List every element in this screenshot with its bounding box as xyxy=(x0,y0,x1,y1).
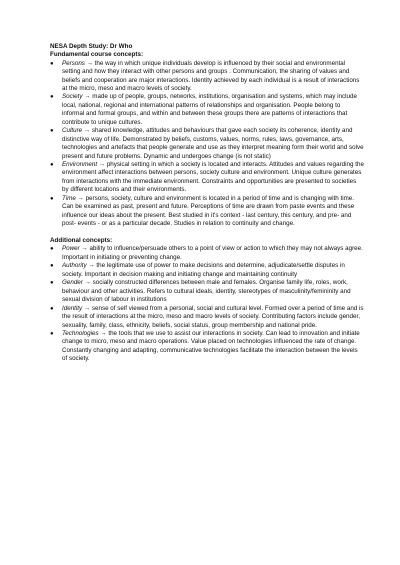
concept-definition: → ability to influence/persuade others to a point of view or action to which they may not always agree. Important in initiating or preventing change. xyxy=(62,245,363,261)
list-item xyxy=(50,279,364,304)
additional-heading: Additional concepts: xyxy=(50,237,113,245)
concept-term: Technologies xyxy=(62,329,99,337)
concept-term: Power xyxy=(62,245,80,253)
concept-definition: → the tools that we use to assist our interactions in society. Can lead to innovation and initiate change to micro, meso and macro operations. Value placed on technologies influenced the rate of change. Constantly changing and adapting, communicative technologies facilitate the interaction between the levels of society. xyxy=(62,329,360,363)
list-item xyxy=(50,330,364,364)
bullet-icon: ● xyxy=(50,246,54,253)
list-item xyxy=(50,127,364,161)
bullet-icon: ● xyxy=(50,263,54,270)
fundamental-concepts-list xyxy=(50,60,364,229)
concept-term: Culture xyxy=(62,127,83,135)
bullet-icon: ● xyxy=(50,60,54,67)
concept-definition: → the way in which unique individuals develop is influenced by their social and environmental setting and how they interact with other persons and groups . Communication, the sharing of values and beliefs and cooperation are major interactions. Identity achieved by each individual is a result of interactions at the micro, meso and macro levels of society. xyxy=(62,59,360,92)
list-item xyxy=(50,161,364,195)
list-item xyxy=(50,305,364,330)
concept-definition: → socially constructed differences between male and females. Organise family life, roles, work, behaviour and other activities. Refers to cultural ideals, identity, stereotypes of masculinity/femininity and sexual division of labour in institutions xyxy=(62,279,351,304)
concept-term: Time xyxy=(62,194,76,202)
concept-term: Authority xyxy=(62,262,87,270)
list-item xyxy=(50,245,364,262)
concept-term: Gender xyxy=(62,279,83,287)
bullet-icon: ● xyxy=(50,280,54,287)
list-item xyxy=(50,93,364,127)
concept-definition: → made up of people, groups, networks, institutions, organisation and systems, which may include local, national, regional and international patterns of relationships and organisation. People belong to informal and formal groups, and within and between these groups there are patterns of interactions that contribute to unique cultures. xyxy=(62,93,357,126)
bullet-icon: ● xyxy=(50,128,54,135)
concept-term: Identity xyxy=(62,304,83,312)
fundamental-heading: Fundamental course concepts: xyxy=(50,51,144,59)
section-spacer xyxy=(50,229,364,238)
concept-term: Persons xyxy=(62,59,85,67)
bullet-icon: ● xyxy=(50,305,54,312)
concept-term: Environment xyxy=(62,161,98,169)
concept-definition: → sense of self viewed from a personal, social and cultural level. Formed over a period of time and is the result of interactions at the micro, meso and macro levels of society. Contributing factors include gender, sexuality, family, class, ethnicity, beliefs, social status, group membership and national pride. xyxy=(62,304,364,329)
concept-definition: → physical setting in which a society is located and interacts. Attitudes and values regarding the environment affect interactions between persons, society culture and environment. Unique culture generates from interactions with the immediate environment. Constraints and opportunities are presented to societies by different locations and their environments. xyxy=(62,161,364,194)
document-title: NESA Depth Study: Dr Who xyxy=(50,43,133,50)
bullet-icon: ● xyxy=(50,330,54,337)
list-item xyxy=(50,262,364,279)
list-item xyxy=(50,195,364,229)
additional-concepts-list xyxy=(50,245,364,363)
concept-term: Society xyxy=(62,93,83,101)
bullet-icon: ● xyxy=(50,195,54,202)
bullet-icon: ● xyxy=(50,94,54,101)
concept-definition: → shared knowledge, attitudes and behaviours that gave each society its coherence, identity and distinctive way of life. Demonstrated by beliefs, customs, values, norms, rules, laws, governance, arts, technologies and artefacts that people generate and use as they interpret meaning form their world and solve present and future problems. Dynamic and undergoes change (is not static) xyxy=(62,127,364,160)
list-item xyxy=(50,60,364,94)
concept-definition: → persons, society, culture and environment is located in a period of time and is changing with time. Can be examined as past, present and future. Perceptions of time are drawn from paste events and these influence our ideas about the present. Best studied in it's context - last century, this century, and pre- and post- events - or as a particular decade. Studies in relation to continuity and change. xyxy=(62,194,355,228)
bullet-icon: ● xyxy=(50,162,54,169)
concept-definition: → the legitimate use of power to make decisions and determine, adjudicate/settle disputes in society. Important in decision making and initiating change and maintaining continuity xyxy=(62,262,345,278)
